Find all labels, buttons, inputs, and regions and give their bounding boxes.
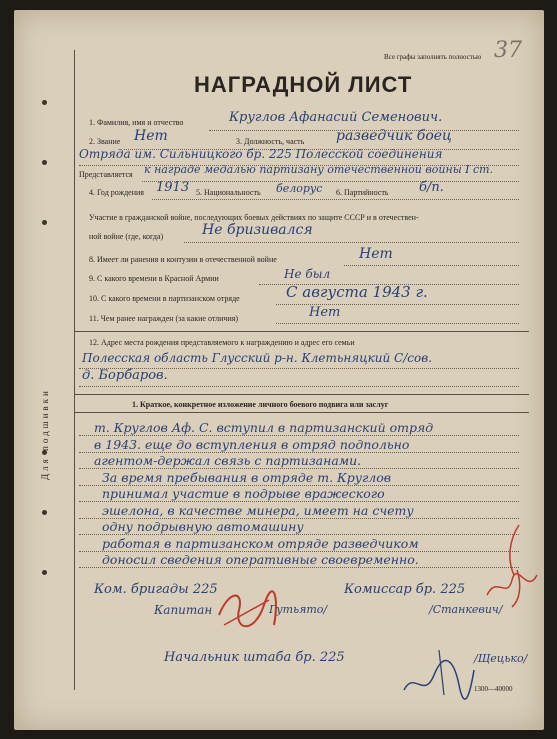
page-title: НАГРАДНОЙ ЛИСТ (194, 72, 413, 97)
field-4-value: 1913 (156, 180, 190, 195)
field-line (152, 199, 519, 200)
field-3-value: разведчик боец (336, 128, 452, 144)
field-5-label: 5. Национальность (196, 188, 261, 197)
captain-name: Гутьято/ (269, 603, 328, 616)
commissar-name: /Станкевич/ (429, 603, 503, 616)
field-5-value: белорус (276, 182, 323, 195)
narrative-rule (79, 567, 519, 568)
binding-hole (42, 160, 47, 165)
present-value: к награде медалью партизану отечественной войны I ст. (144, 163, 494, 176)
binding-hole (42, 220, 47, 225)
commissar-label: Комиссар бр. 225 (344, 582, 466, 597)
field-line (79, 386, 519, 387)
captain-signature (214, 585, 284, 640)
print-code: 1300—40000 (474, 685, 513, 693)
narrative-line: эшелона, в качестве минера, имеет на счету (102, 502, 414, 518)
narrative-line: т. Круглов Аф. С. вступил в партизанский отряд (94, 420, 434, 435)
present-label: Представляется (79, 170, 133, 179)
field-2-label: 2. Звание (89, 137, 121, 146)
captain-label: Капитан (154, 603, 213, 617)
field-4-label: 4. Год рождения (89, 188, 144, 197)
field-12-label: 12. Адрес места рождения представляемого к награждению и адрес его семьи (89, 338, 355, 347)
field-8-label: 8. Имеет ли ранения и контузии в отечественной войне (89, 255, 277, 264)
divider (74, 394, 529, 395)
divider (74, 331, 529, 332)
field-2-value: Нет (134, 128, 168, 144)
field-8-value: Нет (359, 246, 393, 262)
field-11-value: Нет (309, 305, 341, 320)
field-10-value: С августа 1943 г. (286, 283, 428, 301)
chief-signature (399, 640, 479, 705)
field-6-label: 6. Партийность (336, 188, 389, 197)
field-line (276, 323, 519, 324)
field-10-label: 10. С какого времени в партизанском отряде (89, 294, 240, 303)
field-11-label: 11. Чем ранее награжден (за какие отличия) (89, 314, 239, 323)
field-9-label: 9. С какого времени в Красной Армии (89, 274, 219, 283)
narrative-line: работая в партизанском отряде разведчиком (102, 535, 419, 551)
corner-number: 37 (494, 38, 522, 63)
commander-label: Ком. бригады 225 (94, 582, 218, 597)
field-line (142, 181, 519, 182)
field-7-value: Не бризивался (202, 222, 313, 238)
field-12-value-2: д. Борбаров. (82, 368, 168, 383)
binding-hole (42, 510, 47, 515)
chief-name: /Щецько/ (474, 652, 528, 665)
narrative-line: агентом-держал связь с партизанами. (94, 453, 362, 468)
field-1-value: Круглов Афанасий Семенович. (229, 110, 443, 125)
side-label: Для подшивки (40, 388, 50, 480)
header-note: Все графы заполнять полностью (384, 53, 482, 61)
field-line (184, 242, 519, 243)
field-3-label: 3. Должность, часть (236, 137, 305, 146)
margin-line (74, 50, 75, 690)
field-1-label: 1. Фамилия, имя и отчество (89, 118, 184, 127)
divider (74, 412, 529, 413)
narrative-line: одну подрывную автомашину (102, 519, 304, 534)
field-12-value-1: Полесская область Глусский р-н. Клетьняцкий С/сов. (82, 351, 433, 365)
narrative-line: в 1943. еще до вступления в отряд подпольно (94, 436, 410, 452)
field-line (344, 265, 519, 266)
narrative-line: принимал участие в подрыве вражеского (102, 486, 385, 501)
section-1-heading: 1. Краткое, конкретное изложение личного боевого подвига или заслуг (132, 400, 389, 409)
chief-label: Начальник штаба бр. 225 (164, 650, 345, 665)
binding-hole (42, 100, 47, 105)
field-9-value: Не был (284, 267, 331, 281)
award-sheet (14, 10, 544, 730)
field-6-value: б/п. (419, 180, 444, 195)
field-7-label-1: Участие в гражданской войне, последующих боевых действиях по защите СССР и в отечествен- (89, 213, 419, 222)
field-3-cont: Отряда им. Сильницкого бр. 225 Полесской соединения (79, 147, 443, 161)
narrative-line: За время пребывания в отряде т. Круглов (102, 469, 392, 485)
field-7-label-2: ной войне (где, когда) (89, 232, 164, 241)
narrative-line: доносил сведения оперативные своевременно. (102, 552, 419, 567)
binding-hole (42, 570, 47, 575)
